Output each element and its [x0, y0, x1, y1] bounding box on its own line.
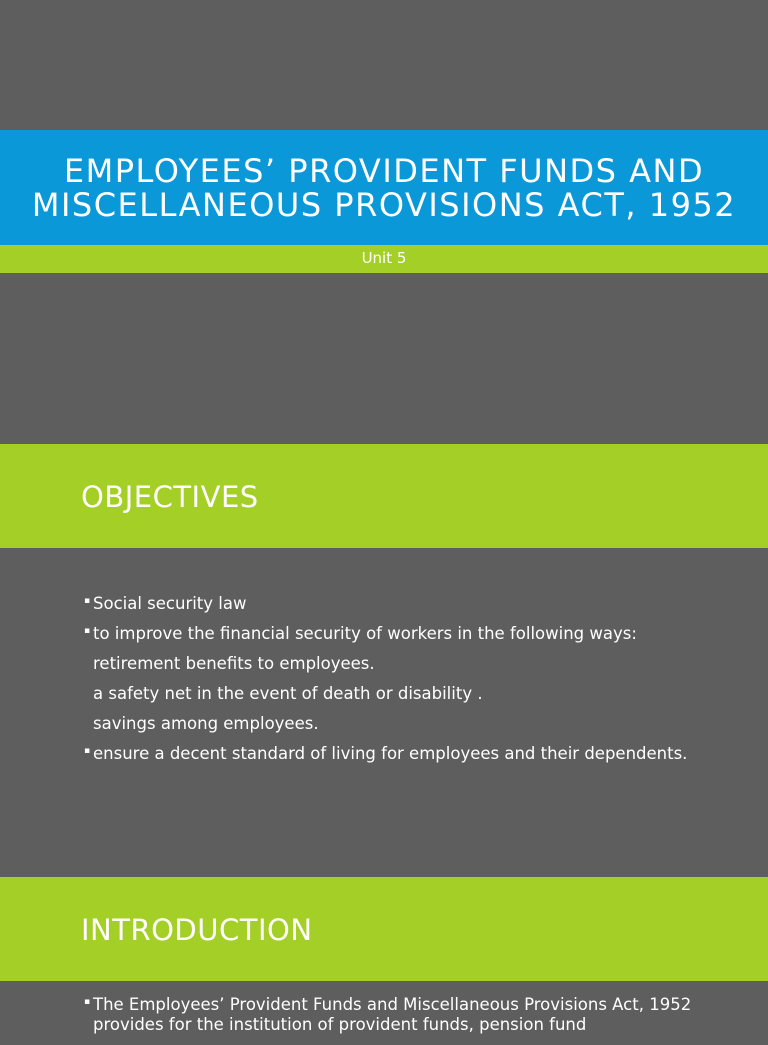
- objectives-heading-band: [0, 444, 768, 548]
- list-item-text: Social security law: [93, 594, 247, 613]
- list-item: [84, 744, 713, 764]
- list-item: [93, 714, 713, 734]
- introduction-heading-band: [0, 877, 768, 981]
- bullet-icon: ▪: [84, 746, 91, 756]
- objectives-list: [84, 594, 713, 774]
- list-item-text: savings among employees.: [93, 714, 319, 733]
- presentation-title: EMPLOYEES’ PROVIDENT FUNDS AND MISCELLANEOUS PROVISIONS ACT, 1952: [31, 151, 737, 224]
- list-item-text: a safety net in the event of death or disability .: [93, 684, 483, 703]
- list-item-text: to improve the financial security of workers in the following ways:: [93, 624, 637, 643]
- bullet-icon: ▪: [84, 997, 91, 1007]
- list-item: [84, 624, 713, 644]
- list-item: [93, 684, 713, 704]
- list-item-text: The Employees’ Provident Funds and Miscellaneous Provisions Act, 1952 provides for the institution of provident funds, pension fund: [93, 995, 692, 1034]
- bullet-icon: ▪: [84, 596, 91, 606]
- list-item: [84, 594, 713, 614]
- title-band: [0, 130, 768, 245]
- bullet-icon: ▪: [84, 626, 91, 636]
- objectives-heading: OBJECTIVES: [81, 480, 259, 514]
- introduction-heading: INTRODUCTION: [81, 913, 313, 947]
- objectives-slide: [0, 444, 768, 866]
- list-item-text: retirement benefits to employees.: [93, 654, 375, 673]
- subtitle-band: [0, 245, 768, 273]
- introduction-list: [84, 995, 713, 1045]
- presentation-subtitle: Unit 5: [361, 248, 407, 267]
- list-item: [84, 995, 713, 1035]
- title-slide: [0, 0, 768, 430]
- introduction-slide: [0, 877, 768, 1034]
- list-item: [93, 654, 713, 674]
- list-item-text: ensure a decent standard of living for employees and their dependents.: [93, 744, 688, 763]
